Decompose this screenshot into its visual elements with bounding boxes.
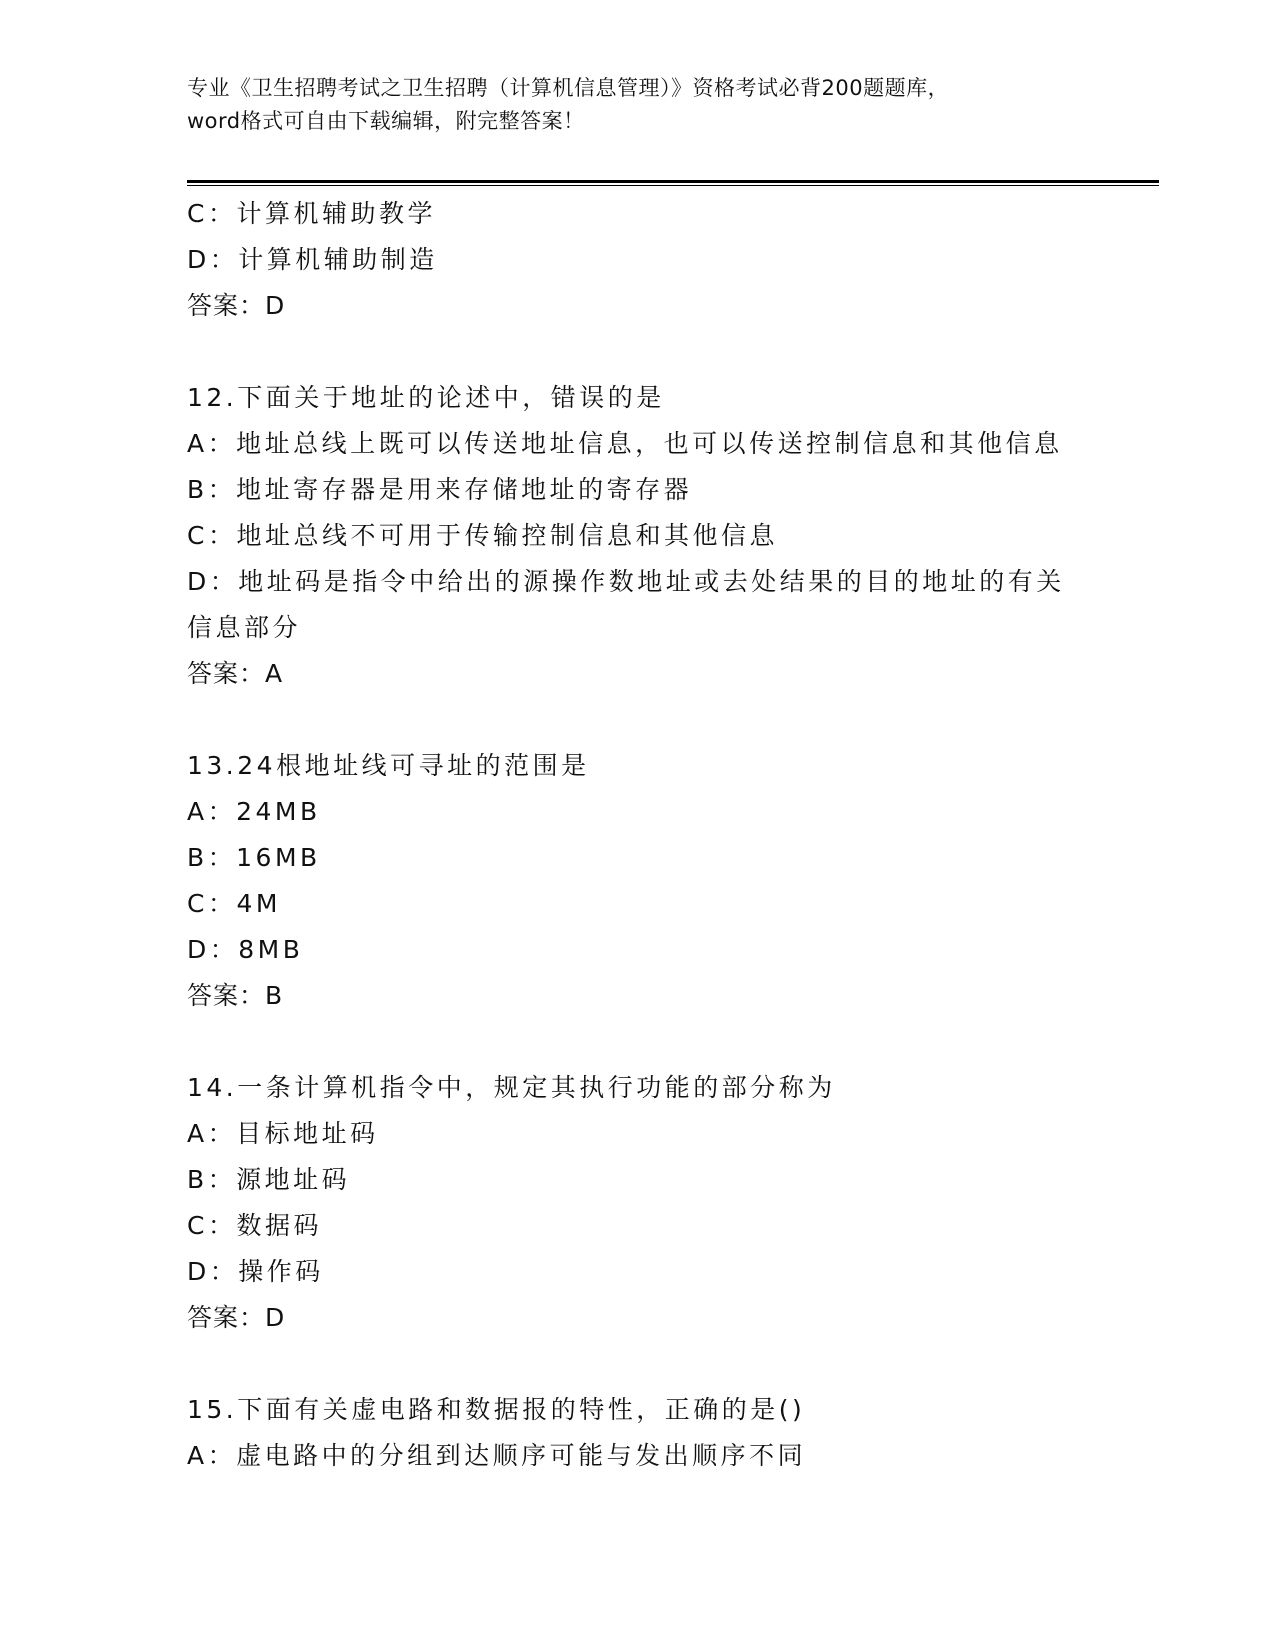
option-b: B：16MB bbox=[187, 843, 321, 872]
question-15 bbox=[187, 1387, 1087, 1479]
option-a: A：24MB bbox=[187, 797, 321, 826]
document-header bbox=[187, 72, 1087, 138]
question-list bbox=[187, 191, 1087, 1479]
option-b: B：源地址码 bbox=[187, 1165, 351, 1194]
option-a: A：目标地址码 bbox=[187, 1119, 379, 1148]
option-d-continued: 信息部分 bbox=[187, 613, 302, 642]
answer: 答案：A bbox=[187, 659, 284, 688]
header-divider-thin bbox=[187, 185, 1159, 186]
option-a: A：地址总线上既可以传送地址信息，也可以传送控制信息和其他信息 bbox=[187, 429, 1063, 458]
option-d: D：8MB bbox=[187, 935, 304, 964]
question-12 bbox=[187, 375, 1087, 697]
option-a: A：虚电路中的分组到达顺序可能与发出顺序不同 bbox=[187, 1441, 807, 1470]
option-d: D：地址码是指令中给出的源操作数地址或去处结果的目的地址的有关 bbox=[187, 567, 1065, 596]
option-c: C：4M bbox=[187, 889, 281, 918]
option-c: C：数据码 bbox=[187, 1211, 322, 1240]
answer: 答案：D bbox=[187, 291, 286, 320]
option-b: B：地址寄存器是用来存储地址的寄存器 bbox=[187, 475, 693, 504]
question-text: 12.下面关于地址的论述中，错误的是 bbox=[187, 383, 665, 412]
option-d: D：操作码 bbox=[187, 1257, 324, 1286]
answer: 答案：B bbox=[187, 981, 284, 1010]
option-d: D：计算机辅助制造 bbox=[187, 245, 438, 274]
question-14 bbox=[187, 1065, 1087, 1341]
header-title-line-2: word格式可自由下载编辑，附完整答案！ bbox=[187, 109, 585, 133]
option-c: C：计算机辅助教学 bbox=[187, 199, 436, 228]
question-13 bbox=[187, 743, 1087, 1019]
question-11 bbox=[187, 191, 1087, 329]
question-text: 13.24根地址线可寻址的范围是 bbox=[187, 751, 590, 780]
option-c: C：地址总线不可用于传输控制信息和其他信息 bbox=[187, 521, 778, 550]
header-divider-thick bbox=[187, 180, 1159, 183]
answer: 答案：D bbox=[187, 1303, 286, 1332]
header-title-line-1: 专业《卫生招聘考试之卫生招聘（计算机信息管理）》资格考试必背200题题库， bbox=[187, 76, 950, 100]
question-text: 14.一条计算机指令中，规定其执行功能的部分称为 bbox=[187, 1073, 836, 1102]
question-text: 15.下面有关虚电路和数据报的特性，正确的是() bbox=[187, 1395, 806, 1424]
